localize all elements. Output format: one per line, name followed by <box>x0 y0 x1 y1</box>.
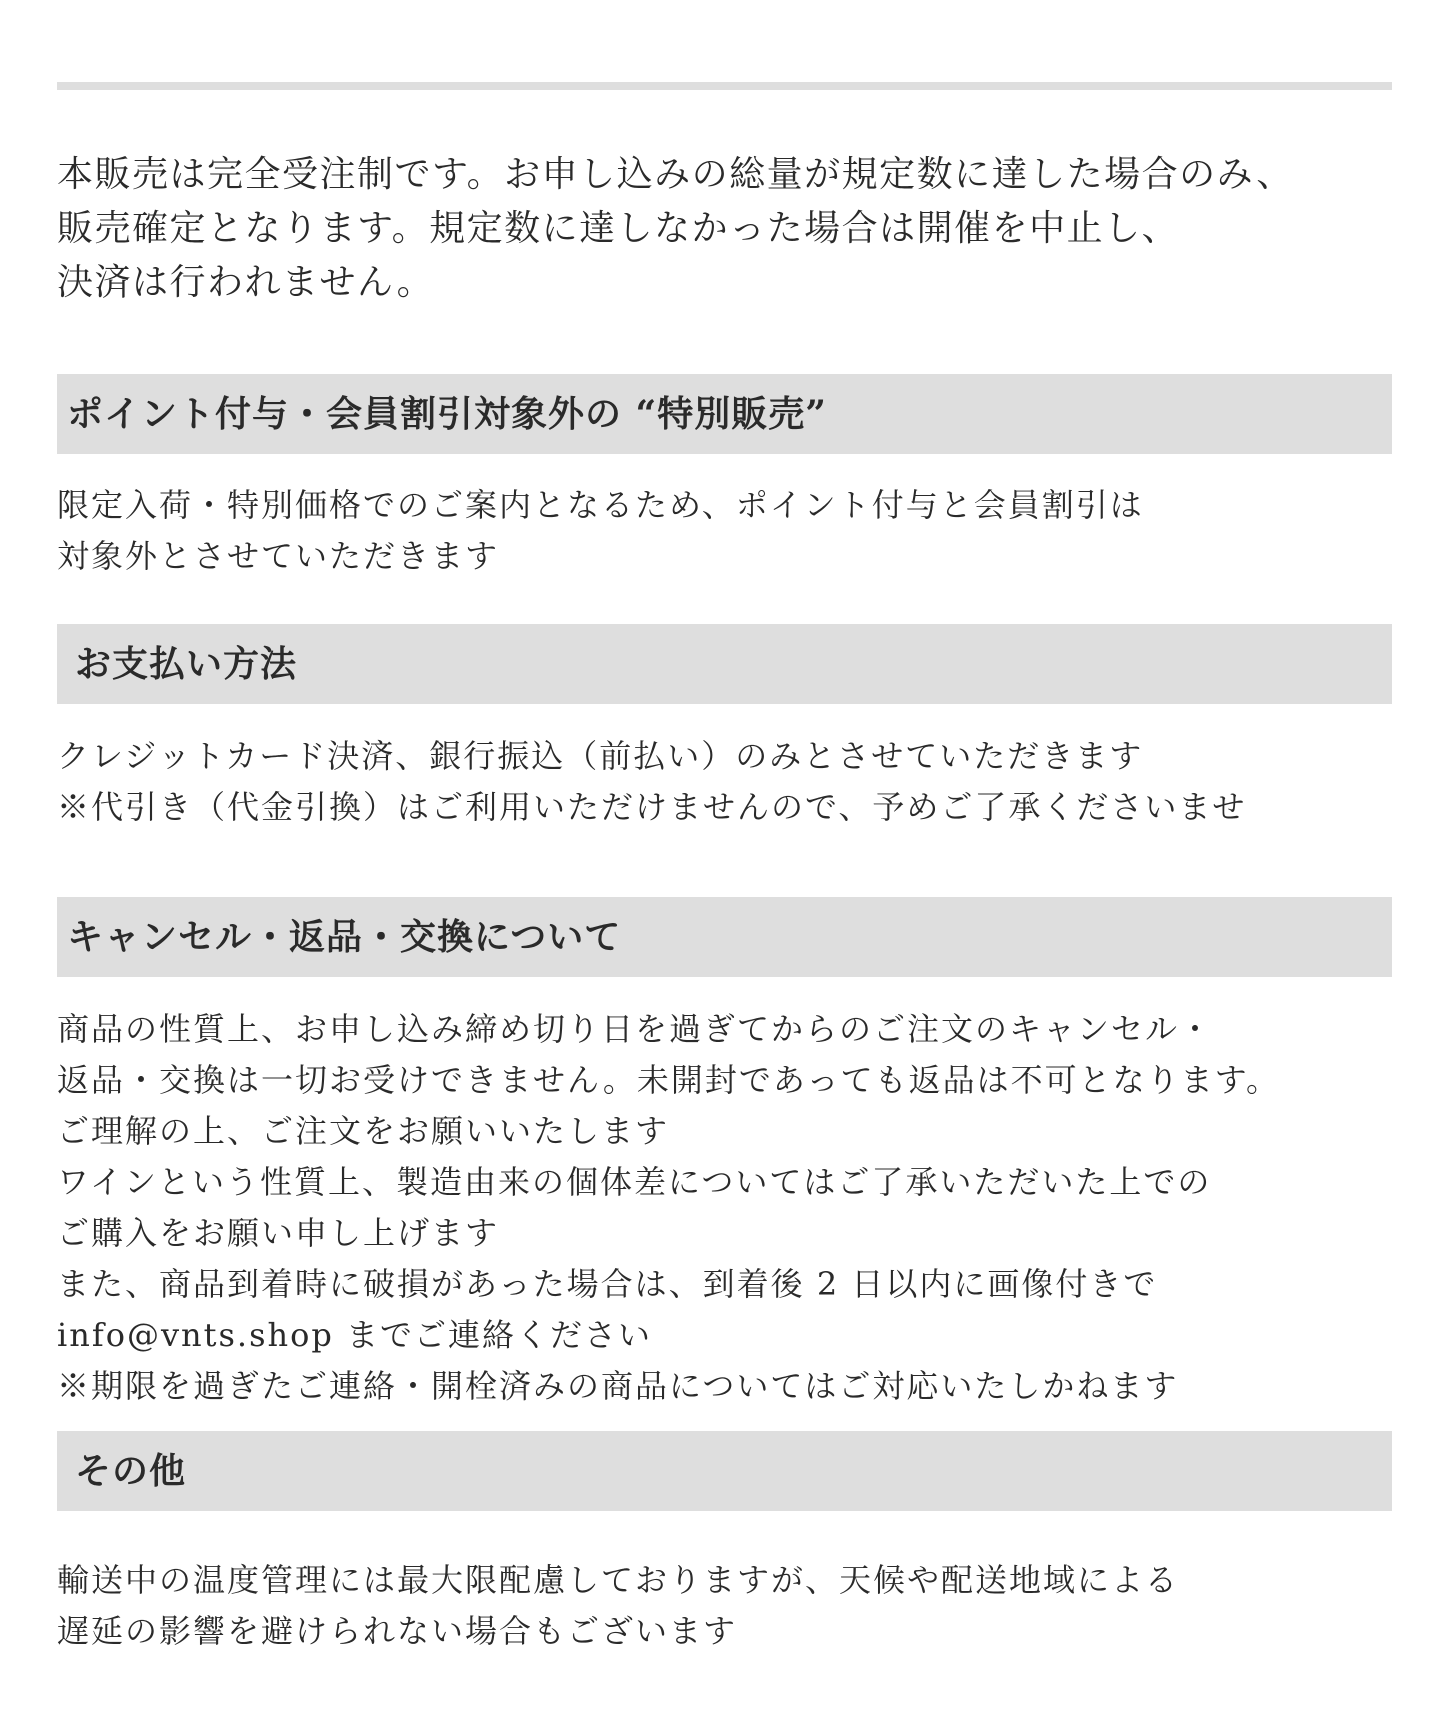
intro-line: 決済は行われません。 <box>57 262 435 303</box>
section-body-other <box>57 1555 1397 1657</box>
section-body-special-sale <box>57 480 1397 582</box>
body-line: クレジットカード決済、銀行振込（前払い）のみとさせていただきます <box>57 737 1144 775</box>
body-line: 遅延の影響を避けられない場合もございます <box>57 1612 738 1650</box>
body-line: ご購入をお願い申し上げます <box>57 1214 500 1252</box>
contact-email-line: info@vnts.shop までご連絡ください <box>57 1316 653 1354</box>
section-body-payment <box>57 731 1397 833</box>
section-heading-payment: お支払い方法 <box>57 624 1392 704</box>
body-line: ワインという性質上、製造由来の個体差についてはご了承いただいた上での <box>57 1163 1212 1201</box>
section-heading-cancellation: キャンセル・返品・交換について <box>57 897 1392 977</box>
section-heading-special-sale: ポイント付与・会員割引対象外の “特別販売” <box>57 374 1392 454</box>
intro-paragraph <box>57 148 1397 310</box>
section-heading-other: その他 <box>57 1431 1392 1511</box>
top-divider <box>57 82 1392 90</box>
intro-line: 販売確定となります。規定数に達しなかった場合は開催を中止し、 <box>57 208 1180 249</box>
body-line: ご理解の上、ご注文をお願いいたします <box>57 1112 670 1150</box>
body-line: 商品の性質上、お申し込み締め切り日を過ぎてからのご注文のキャンセル・ <box>57 1010 1214 1048</box>
section-body-cancellation <box>57 1004 1397 1412</box>
body-line: 返品・交換は一切お受けできません。未開封であっても返品は不可となります。 <box>57 1061 1281 1099</box>
body-line: ※代引き（代金引換）はご利用いただけませんので、予めご了承くださいませ <box>57 788 1247 826</box>
body-line: ※期限を過ぎたご連絡・開栓済みの商品についてはご対応いたしかねます <box>57 1367 1179 1405</box>
body-line: 限定入荷・特別価格でのご案内となるため、ポイント付与と会員割引は <box>57 486 1144 524</box>
body-line: 輸送中の温度管理には最大限配慮しておりますが、天候や配送地域による <box>57 1561 1180 1599</box>
body-line: 対象外とさせていただきます <box>57 537 500 575</box>
intro-line: 本販売は完全受注制です。お申し込みの総量が規定数に達した場合のみ、 <box>57 154 1294 195</box>
body-line: また、商品到着時に破損があった場合は、到着後 2 日以内に画像付きで <box>57 1265 1158 1303</box>
